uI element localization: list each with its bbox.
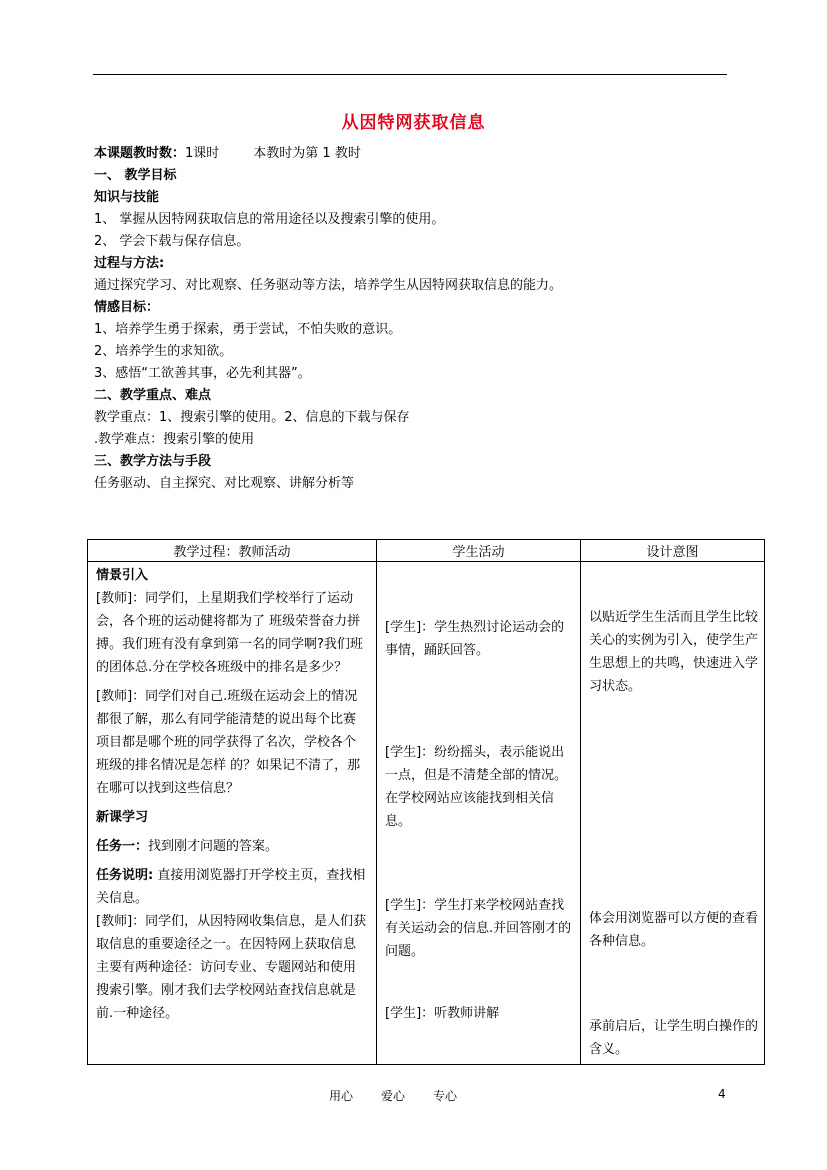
knowledge-item-1: 1、 掌握从因特网获取信息的常用途径以及搜索引擎的使用。 (94, 212, 445, 227)
emotion-item-2: 2、培养学生的求知欲。 (94, 344, 233, 359)
current-lesson: 本教时为第 1 教时 (253, 146, 361, 161)
teacher-para-3: [教师]：同学们，从因特网收集信息，是人们获取信息的重要途径之一。在因特网上获取信息主要有两种途径：访问专业、专题网站和使用搜索引擎。刚才我们去学校网站查找信息就是前.一种途径。 (96, 914, 367, 1021)
header-design: 设计意图 (581, 540, 765, 562)
intro-heading: 情景引入 (96, 568, 149, 583)
design-intent-2: 体会用浏览器可以方便的查看各种信息。 (589, 911, 759, 949)
hours-label: 本课题教时数： (94, 146, 186, 161)
teacher-para-2: [教师]：同学们对自己.班级在运动会上的情况都很了解，那么有同学能清楚的说出每个比赛项目都是哪个班的同学获得了名次，学校各个班级的排名情况是怎样 的？如果记不清了，那在哪可以找到这些信息？ (96, 689, 361, 796)
footer-word-3: 专心 (433, 1089, 458, 1103)
student-activity-4: [学生]：听教师讲解 (385, 1006, 500, 1021)
header-teacher: 教学过程：教师活动 (88, 540, 377, 562)
header-student: 学生活动 (377, 540, 581, 562)
header-rule (93, 74, 727, 75)
emotion-item-3: 3、感悟“工欲善其事，必先利其器”。 (94, 366, 311, 381)
task-one-label: 任务一： (96, 839, 149, 854)
footer-word-1: 用心 (329, 1089, 354, 1103)
hours-value: 1课时 (185, 146, 220, 161)
lesson-table (87, 539, 765, 1065)
footer-word-2: 爱心 (381, 1089, 406, 1103)
new-lesson-heading: 新课学习 (96, 810, 149, 825)
key-point: 教学重点：1、搜索引擎的使用。2、信息的下载与保存 (94, 410, 410, 425)
student-activity-2: [学生]：纷纷摇头，表示能说出一点，但是不清楚全部的情况。在学校网站应该能找到相关信息。 (385, 745, 568, 829)
footer-motto (329, 1087, 485, 1104)
emotion-item-1: 1、培养学生勇于探索，勇于尝试，不怕失败的意识。 (94, 322, 402, 337)
design-cell (581, 562, 765, 1065)
table-header-row (88, 540, 765, 562)
task-description-label: 任务说明: (96, 868, 154, 883)
student-activity-1: [学生]：学生热烈讨论运动会的事情，踊跃回答。 (385, 620, 565, 658)
process-item-1: 通过探究学习、对比观察、任务驱动等方法，培养学生从因特网获取信息的能力。 (94, 278, 563, 293)
task-description (96, 864, 368, 910)
page-number: 4 (718, 1087, 726, 1101)
section-heading-2: 二、教学重点、难点 (94, 388, 212, 403)
knowledge-heading: 知识与技能 (94, 190, 160, 205)
section-heading-3: 三、教学方法与手段 (94, 454, 212, 469)
task-one (96, 835, 368, 858)
section-heading-1: 一、 教学目标 (94, 168, 177, 183)
hours-line (94, 143, 734, 165)
page-title: 从因特网获取信息 (341, 113, 486, 133)
teacher-para-1: [教师]：同学们，上星期我们学校举行了运动会，各个班的运动健将都为了 班级荣誉奋力拼搏。我们班有没有拿到第一名的同学啊?我们班的团体总.分在学校各班级中的排名是多少？ (96, 591, 363, 675)
lesson-intro (94, 143, 734, 495)
knowledge-item-2: 2、 学会下载与保存信息。 (94, 234, 250, 249)
table-row (88, 562, 765, 1065)
task-one-text: 找到刚才问题的答案。 (148, 839, 279, 854)
student-activity-3: [学生]：学生打来学校网站查找有关运动会的信息.并回答刚才的问题。 (385, 898, 572, 959)
methods: 任务驱动、自主探究、对比观察、讲解分析等 (94, 476, 355, 491)
task-description-text: 直接用浏览器打开学校主页，查找相关信息。 (96, 868, 366, 906)
design-intent-1: 以贴近学生生活而且学生比较关心的实例为引入，使学生产生思想上的共鸣，快速进入学习状态。 (589, 610, 759, 694)
student-cell (377, 562, 581, 1065)
design-intent-3: 承前启后，让学生明白操作的含义。 (589, 1019, 759, 1057)
teacher-cell (88, 562, 377, 1065)
emotion-heading: 情感目标： (94, 300, 160, 315)
difficulty: .教学难点：搜索引擎的使用 (94, 432, 255, 447)
process-heading: 过程与方法: (94, 256, 165, 271)
